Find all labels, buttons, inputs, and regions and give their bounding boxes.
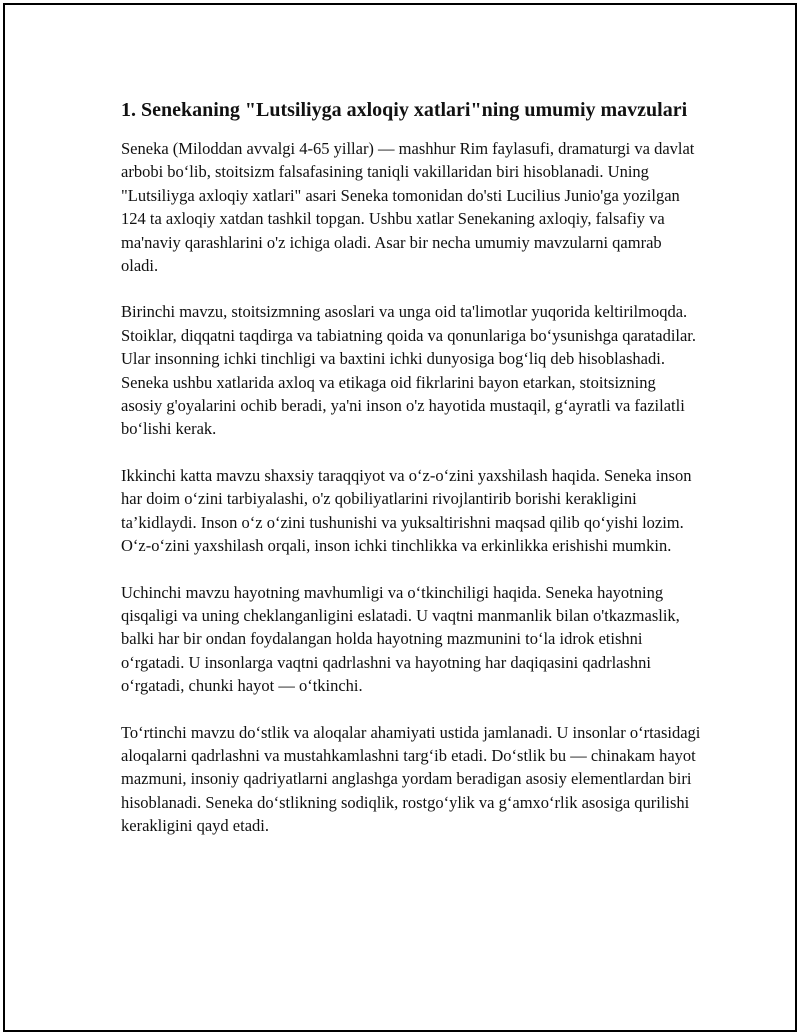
- paragraph-intro: Seneka (Miloddan avvalgi 4-65 yillar) — mashhur Rim faylasufi, dramaturgi va davlat arbobi bo‘lib, stoitsizm falsafasining taniqli vakillaridan biri hisoblanadi. Uning "Lutsiliyga axloqiy xatlari" asari Seneka tomonidan do'sti Lucilius Junio'ga yozilgan 124 ta axloqiy xatdan tashkil topgan. Ushbu xatlar Senekaning axloqiy, falsafiy va ma'naviy qarashlarini o'z ichiga oladi. Asar bir necha umumiy mavzularni qamrab oladi.: [121, 139, 695, 276]
- paragraph-fourth-theme: To‘rtinchi mavzu do‘stlik va aloqalar ahamiyati ustida jamlanadi. U insonlar o‘rtasidagi aloqalarni qadrlashni va mustahkamlashni targ‘ib etadi. Do‘stlik bu — chinakam hayot mazmuni, insoniy qadriyatlarni anglashga yordam beradigan asosiy elementlardan biri hisoblanadi. Seneka do‘stlikning sodiqlik, rostgo‘ylik va g‘amxo‘rlik asosiga qurilishi kerakligini qayd etadi.: [121, 722, 701, 836]
- document-title: 1. Senekaning "Lutsiliyga axloqiy xatlari"ning umumiy mavzulari: [121, 99, 688, 121]
- document-body: [121, 97, 701, 861]
- paragraph-third-theme: Uchinchi mavzu hayotning mavhumligi va o‘tkinchiligi haqida. Seneka hayotning qisqaligi va uning cheklanganligini eslatadi. U vaqtni manmanlik bilan o'tkazmaslik, balki har bir ondan foydalangan holda hayotning mazmunini to‘la idrok etishni o‘rgatadi. U insonlarga vaqtni qadrlashni va hayotning har daqiqasini qadrlashni o‘rgatadi, chunki hayot — o‘tkinchi.: [121, 582, 680, 696]
- paragraph-second-theme: Ikkinchi katta mavzu shaxsiy taraqqiyot va o‘z-o‘zini yaxshilash haqida. Seneka inson har doim o‘zini tarbiyalashi, o'z qobiliyatlarini rivojlantirib borishi kerakligini ta’kidlaydi. Inson o‘z o‘zini tushunishi va yuksaltirishni maqsad qilib qo‘yishi lozim. O‘z-o‘zini yaxshilash orqali, inson ichki tinchlikka va erkinlikka erishishi mumkin.: [121, 465, 692, 556]
- paragraph-first-theme: Birinchi mavzu, stoitsizmning asoslari va unga oid ta'limotlar yuqorida keltirilmoqda. Stoiklar, diqqatni taqdirga va tabiatning qoida va qonunlariga bo‘ysunishga qaratadilar. Ular insonning ichki tinchligi va baxtini ichki dunyosiga bog‘liq deb hisoblashadi. Seneka ushbu xatlarida axloq va etikaga oid fikrlarini bayon etarkan, stoitsizning asosiy g'oyalarini ochib beradi, ya'ni inson o'z hayotida mustaqil, g‘ayratli va fazilatli bo‘lishi kerak.: [121, 302, 697, 439]
- document-page: [3, 3, 797, 1032]
